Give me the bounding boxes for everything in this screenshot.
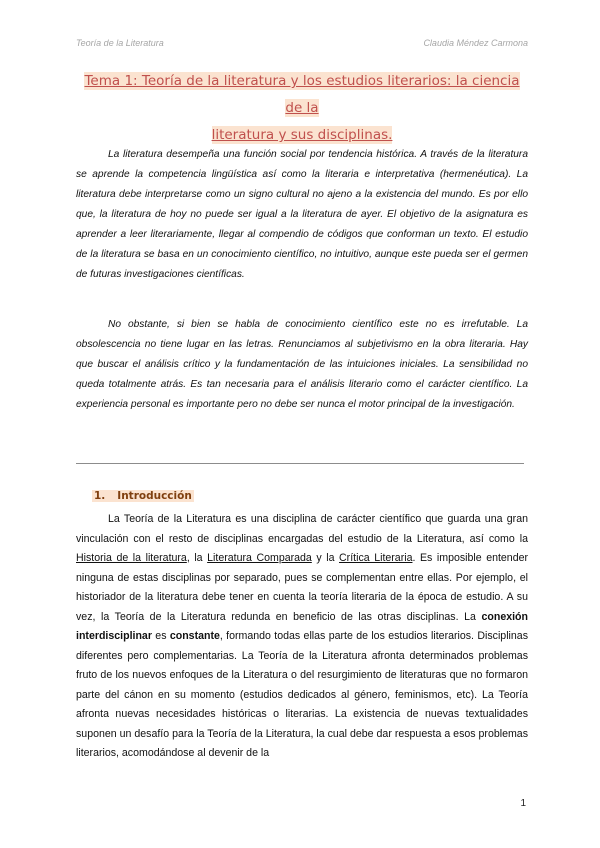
header-left: Teoría de la Literatura [76, 38, 164, 48]
body-text-2: , la [186, 552, 208, 564]
page-title [76, 68, 528, 149]
section-divider [76, 463, 524, 464]
body-text-6: , formando todas ellas parte de los estudios literarios. Disciplinas diferentes pero complementarias. La Teoría de la Literatura afronta determinados problemas fruto de los nuevos enfoques de la Literatura o del resurgimiento de literaturas que no formaron parte del cánon en su momento (estudios dedicados al género, feminismos, etc). La Teoría afronta nuevas necesidades históricas o literarias. La existencia de nuevas textualidades suponen un desafío para la Teoría de la Literatura, la cual debe dar respuesta a esos problemas literarios, acomodándose al devenir de la [76, 630, 528, 759]
body-text-3: y la [311, 552, 340, 564]
body-text-5: es [151, 630, 170, 642]
header-right: Claudia Méndez Carmona [423, 38, 528, 48]
bold-constante: constante [169, 630, 220, 642]
title-line-1: Tema 1: Teoría de la literatura y los estudios literarios: la ciencia de la [84, 73, 520, 116]
link-critica-literaria[interactable]: Crítica Literaria [339, 552, 413, 564]
section-heading [92, 490, 194, 502]
section-title: Introducción [117, 490, 192, 502]
link-literatura-comparada[interactable]: Literatura Comparada [207, 552, 312, 564]
body-text-4: . Es imposible entender ninguna de estas disciplinas por separado, pues se complementan entre ellas. Por ejemplo, el historiador de la literatura debe tener en cuenta la teoría literaria de la época de estudio. A su vez, la Teoría de la Literatura redunda en beneficio de las otras disciplinas. La [76, 552, 529, 623]
body-text-1: La Teoría de la Literatura es una disciplina de carácter científico que guarda una gran vinculación con el resto de disciplinas encargadas del estudio de la Literatura, así como la [76, 513, 528, 545]
intro-paragraph-2: No obstante, si bien se habla de conocimiento científico este no es irrefutable. La obsolescencia no tiene lugar en las letras. Renunciamos al subjetivismo en la obra literaria. Hay que buscar el análisis crítico y la fundamentación de las intuiciones iniciales. La sensibilidad no queda totalmente atrás. Es tan necesaria para el análisis literario como el carácter científico. La experiencia personal es importante pero no debe ser nunca el motor principal de la investigación. [76, 319, 528, 410]
page-number: 1 [520, 798, 526, 809]
section-number: 1. [94, 490, 106, 502]
intro-paragraph-1: La literatura desempeña una función social por tendencia histórica. A través de la literatura se aprende la competencia lingüística así como la literaria e interpretativa (hermenéutica). La literatura debe interpretarse como un signo cultural no ajeno a la existencia del mundo. Es por ello que, la literatura de hoy no puede ser igual a la literatura de ayer. El objetivo de la asignatura es aprender a leer literariamente, llegar al compendio de códigos que conforman un texto. El estudio de la literatura se basa en un conocimiento científico, no intuitivo, aunque este pueda ser el germen de futuras investigaciones científicas. [76, 149, 528, 280]
bold-conexion-interdisciplinar: conexión interdisciplinar [76, 610, 528, 642]
title-line-2: literatura y sus disciplinas. [211, 127, 393, 143]
link-historia-literatura[interactable]: Historia de la literatura [76, 552, 187, 564]
body-paragraph [76, 510, 528, 764]
